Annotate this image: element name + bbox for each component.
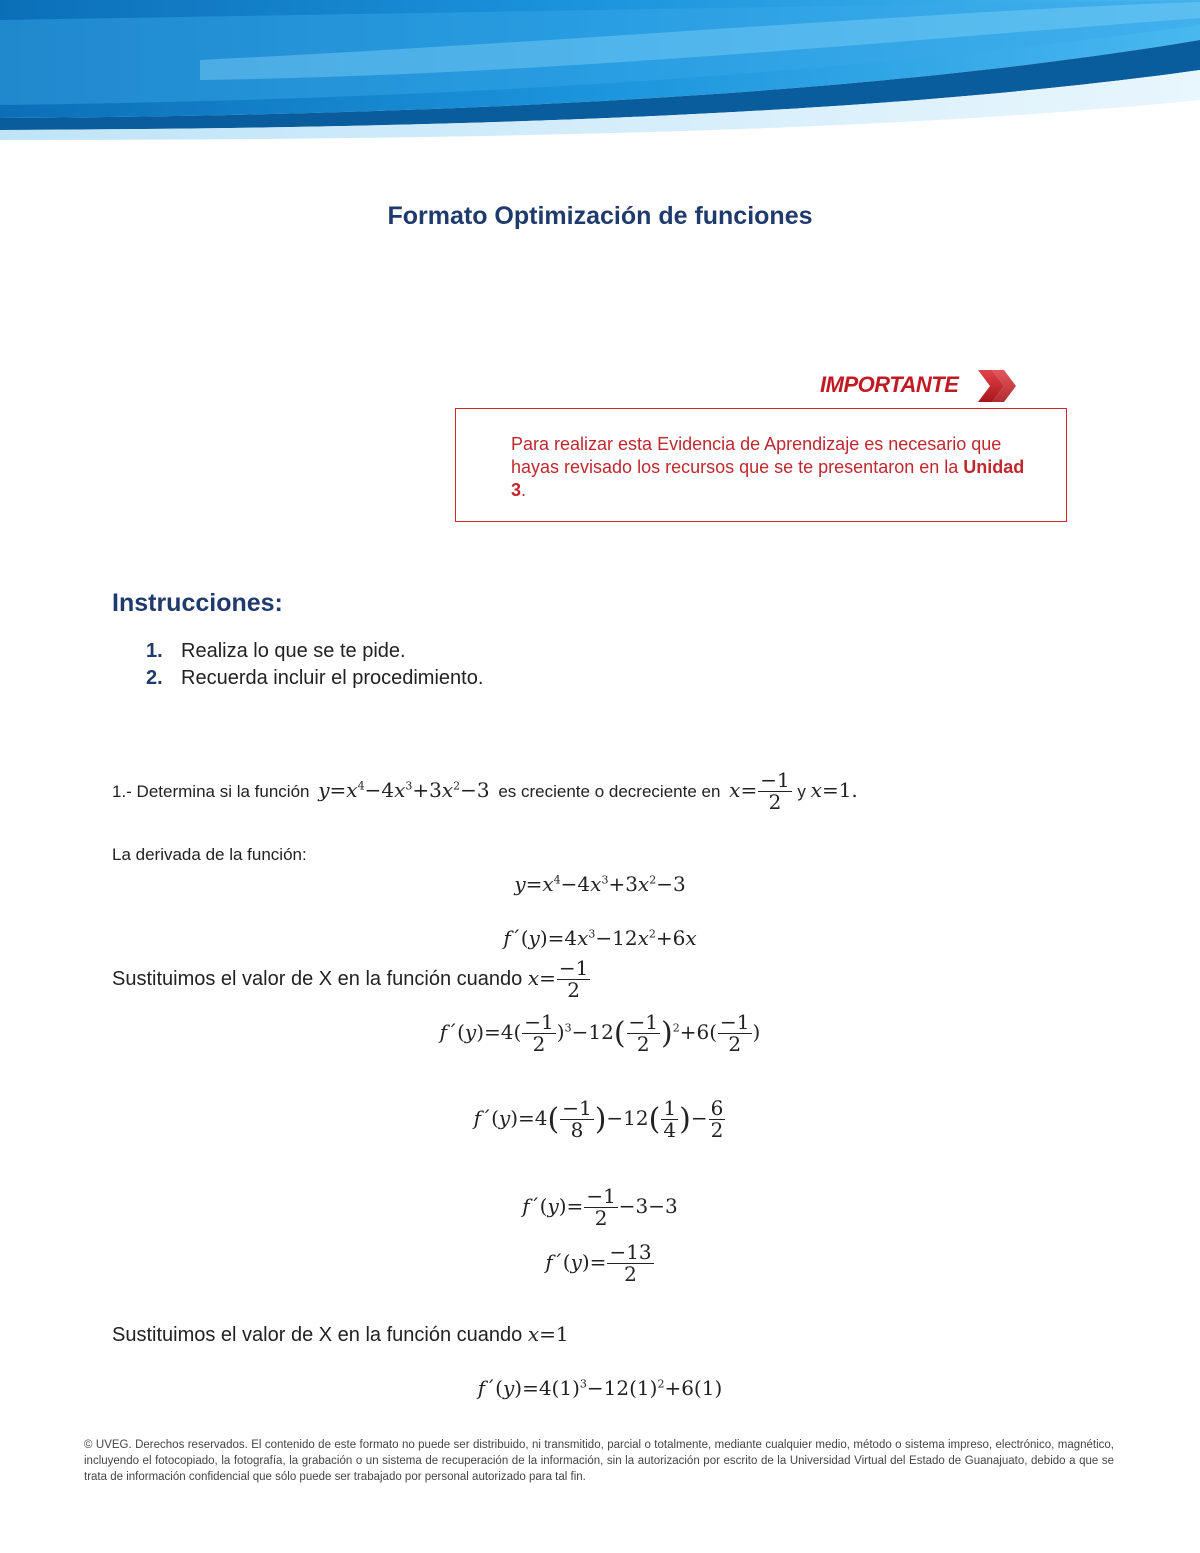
equation-step-3: f´(y)= $\frac{-1}{2}$ −3−3 — [522, 1184, 678, 1230]
document-title: Formato Optimización de funciones — [387, 202, 813, 230]
substitution-text-1: Sustituimos el valor de X en la función cuando x= $\frac{-1}{2}$ — [112, 956, 589, 1002]
equation-function: $y=x^4-4x^3+3x^2-3$ — [514, 872, 686, 896]
importante-text: Para realizar esta Evidencia de Aprendizaje es necesario que hayas revisado los recursos que se te presentaron en la Unidad 3. — [511, 434, 1025, 500]
list-item: 1. Realiza lo que se te pide. — [146, 640, 406, 662]
equation-derivative: $f´(y)=4x^3-12x^2+6x$ — [503, 926, 697, 950]
equation-step-2: f´(y)=4( $\frac{-1}{8}$ )−12( $\frac{1}{4}$ )− $\frac{6}{2}$ — [473, 1096, 724, 1142]
equation-step-4: f´(y)= $\frac{-13}{2}$ — [545, 1240, 652, 1286]
equation-step-5: $f´(y)=4(1)^3-12(1)^2+6(1)$ — [477, 1376, 723, 1400]
derivative-label: La derivada de la función: — [112, 845, 307, 864]
header-banner — [0, 0, 1200, 150]
importante-label: IMPORTANTE — [820, 372, 959, 397]
substitution-text-2: Sustituimos el valor de X en la función cuando x=1 — [112, 1322, 569, 1346]
footer-copyright: © UVEG. Derechos reservados. El contenido de este formato no puede ser distribuido, ni transmitido, parcial o totalmente, mediante cualquier medio, método o sistema impreso, electrónico, magnético, incluyendo el fotocopiado, la fotografía, la grabación o un sistema de recuperación de la información, sin la autorización por escrito de la Universidad Virtual del Estado de Guanajuato, debido a que se trata de información confidencial que sólo puede ser trabajado por personal autorizado para tal fin. — [84, 1439, 1114, 1483]
equation-step-1: f´(y)=4( $\frac{-1}{2}$ )$^3$−12( $\frac{-1}{2}$ )$^2$+6( $\frac{-1}{2}$ ) — [439, 1010, 761, 1056]
double-chevron-right-icon — [974, 366, 1020, 406]
instructions-title: Instrucciones: — [112, 589, 283, 617]
question-1: 1.- Determina si la función $y=x^4-4x^3+3x^2-3$ es creciente o decreciente en x= $\frac{-1}{2}$ y x=1. — [112, 768, 858, 814]
list-item: 2. Recuerda incluir el procedimiento. — [146, 667, 484, 689]
instructions-list — [146, 638, 483, 692]
